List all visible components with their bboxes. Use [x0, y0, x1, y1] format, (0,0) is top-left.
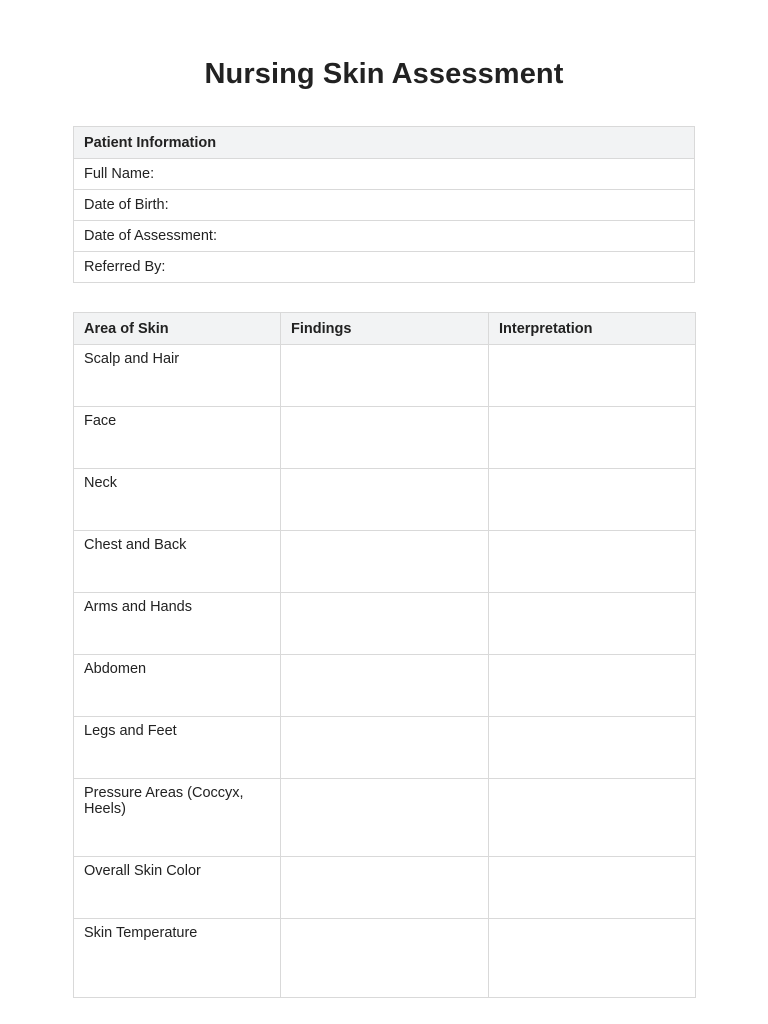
page-title: Nursing Skin Assessment: [204, 58, 564, 90]
patient-field-row[interactable]: [74, 159, 695, 190]
findings-cell[interactable]: [281, 531, 489, 593]
findings-cell[interactable]: [281, 345, 489, 407]
findings-cell[interactable]: [281, 469, 489, 531]
area-cell: Chest and Back: [74, 531, 281, 593]
interpretation-header: Interpretation: [489, 313, 696, 345]
interpretation-cell[interactable]: [489, 345, 696, 407]
patient-field-row[interactable]: [74, 190, 695, 221]
interpretation-cell[interactable]: [489, 857, 696, 919]
skin-table-header-row: [74, 313, 696, 345]
area-cell: Arms and Hands: [74, 593, 281, 655]
patient-field-row[interactable]: [74, 221, 695, 252]
area-cell: Pressure Areas (Coccyx, Heels): [74, 779, 281, 857]
area-cell: Overall Skin Color: [74, 857, 281, 919]
findings-cell[interactable]: [281, 407, 489, 469]
area-cell: Neck: [74, 469, 281, 531]
findings-cell[interactable]: [281, 919, 489, 998]
interpretation-cell[interactable]: [489, 655, 696, 717]
area-of-skin-header: Area of Skin: [74, 313, 281, 345]
table-row: [74, 407, 696, 469]
findings-cell[interactable]: [281, 593, 489, 655]
table-row: [74, 655, 696, 717]
table-row: [74, 717, 696, 779]
interpretation-cell[interactable]: [489, 593, 696, 655]
table-row: [74, 779, 696, 857]
interpretation-cell[interactable]: [489, 779, 696, 857]
patient-information-table: [73, 126, 695, 283]
area-cell: Skin Temperature: [74, 919, 281, 998]
patient-field-row[interactable]: [74, 252, 695, 283]
skin-assessment-table: [73, 312, 696, 998]
interpretation-cell[interactable]: [489, 717, 696, 779]
interpretation-cell[interactable]: [489, 919, 696, 998]
interpretation-cell[interactable]: [489, 407, 696, 469]
table-row: [74, 919, 696, 998]
table-row: [74, 857, 696, 919]
referred-by-field[interactable]: Referred By:: [74, 252, 695, 283]
area-cell: Legs and Feet: [74, 717, 281, 779]
table-row: [74, 531, 696, 593]
findings-header: Findings: [281, 313, 489, 345]
date-of-assessment-field[interactable]: Date of Assessment:: [74, 221, 695, 252]
date-of-birth-field[interactable]: Date of Birth:: [74, 190, 695, 221]
findings-cell[interactable]: [281, 655, 489, 717]
findings-cell[interactable]: [281, 717, 489, 779]
findings-cell[interactable]: [281, 857, 489, 919]
area-cell: Face: [74, 407, 281, 469]
area-cell: Scalp and Hair: [74, 345, 281, 407]
full-name-field[interactable]: Full Name:: [74, 159, 695, 190]
findings-cell[interactable]: [281, 779, 489, 857]
patient-information-header: Patient Information: [74, 127, 695, 159]
table-row: [74, 593, 696, 655]
area-cell: Abdomen: [74, 655, 281, 717]
table-row: [74, 469, 696, 531]
table-row: [74, 345, 696, 407]
interpretation-cell[interactable]: [489, 469, 696, 531]
patient-information-header-row: [74, 127, 695, 159]
interpretation-cell[interactable]: [489, 531, 696, 593]
